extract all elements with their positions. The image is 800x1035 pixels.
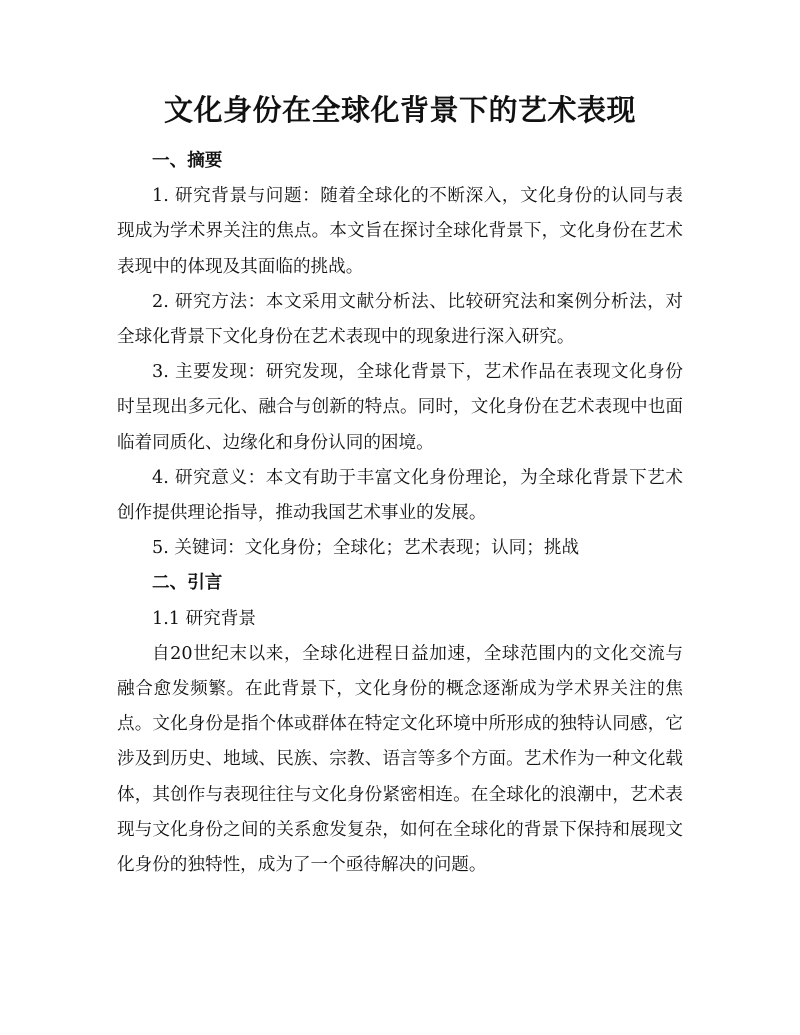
introduction-paragraph: 自20世纪末以来，全球化进程日益加速，全球范围内的文化交流与融合愈发频繁。在此背景下，文化身份的概念逐渐成为学术界关注的焦点。文化身份是指个体或群体在特定文化环境中所形成的独特认同感，它涉及到历史、地域、民族、宗教、语言等多个方面。艺术作为一种文化载体，其创作与表现往往与文化身份紧密相连。在全球化的浪潮中，艺术表现与文化身份之间的关系愈发复杂，如何在全球化的背景下保持和展现文化身份的独特性，成为了一个亟待解决的问题。 bbox=[117, 643, 683, 876]
document-title: 文化身份在全球化背景下的艺术表现 bbox=[163, 93, 636, 127]
abstract-paragraph-significance: 4. 研究意义：本文有助于丰富文化身份理论，为全球化背景下艺术创作提供理论指导，推动我国艺术事业的发展。 bbox=[117, 467, 683, 524]
section-heading-introduction: 二、引言 bbox=[152, 573, 223, 594]
section-heading-abstract: 一、摘要 bbox=[152, 151, 223, 171]
subsection-heading-research-background: 1.1 研究背景 bbox=[152, 608, 256, 629]
abstract-paragraph-keywords: 5. 关键词：文化身份；全球化；艺术表现；认同；挑战 bbox=[152, 538, 580, 559]
abstract-paragraph-background: 1. 研究背景与问题：随着全球化的不断深入，文化身份的认同与表现成为学术界关注的焦点。本文旨在探讨全球化背景下，文化身份在艺术表现中的体现及其面临的挑战。 bbox=[117, 186, 683, 277]
document-body bbox=[117, 144, 683, 883]
abstract-paragraph-methods: 2. 研究方法：本文采用文献分析法、比较研究法和案例分析法，对全球化背景下文化身份在艺术表现中的现象进行深入研究。 bbox=[117, 291, 683, 348]
abstract-paragraph-findings: 3. 主要发现：研究发现，全球化背景下，艺术作品在表现文化身份时呈现出多元化、融合与创新的特点。同时，文化身份在艺术表现中也面临着同质化、边缘化和身份认同的困境。 bbox=[117, 362, 683, 453]
